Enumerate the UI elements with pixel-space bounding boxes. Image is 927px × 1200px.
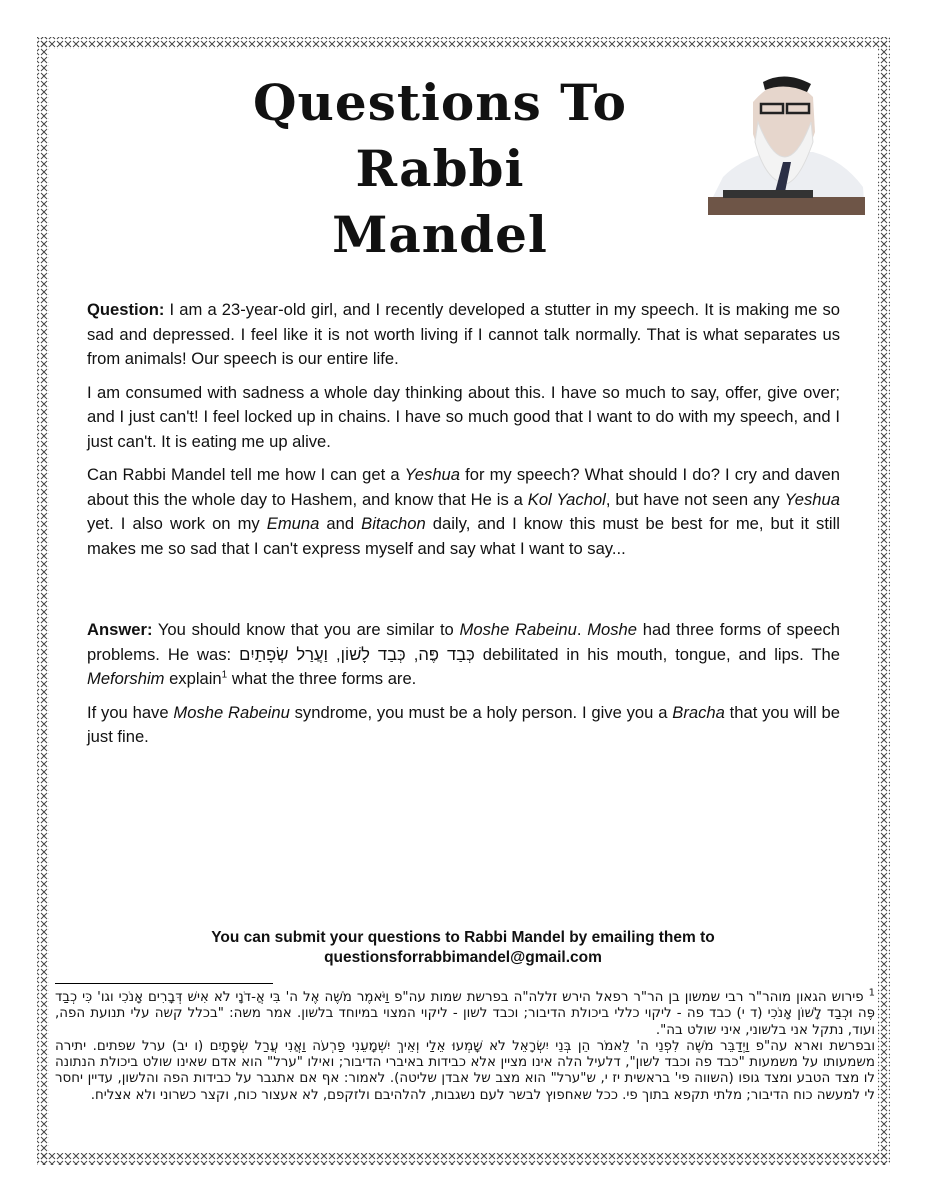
text: Bracha [672, 702, 725, 722]
page-title [200, 70, 680, 268]
text: If you have [87, 702, 174, 722]
text: Yeshua [404, 465, 461, 484]
text: Moshe Rabeinu [459, 620, 577, 639]
text: syndrome, you must be a holy person. I give you a [289, 702, 673, 722]
question-paragraph: I am consumed with sadness a whole day thinking about this. I have so much to say, offer, give over; and I just can't! I feel locked up in chains. I have so much good that I want to do with my speech, and I just can't. It is eating me up alive. [87, 382, 840, 451]
footnote-marker: 1 [868, 987, 875, 999]
answer-paragraph [87, 618, 840, 692]
title-line: Rabbi [355, 139, 525, 198]
submit-notice [120, 928, 806, 968]
text: yet. I also work on my [87, 514, 267, 533]
text: . [576, 620, 588, 639]
answer-paragraph [87, 701, 840, 750]
question-text: I am a 23-year-old girl, and I recently developed a stutter in my speech. It is making me so sad and depressed. I feel like it is not worth living if I cannot talk normally. That is what separates us from animals! Our speech is our entire life. [87, 300, 840, 368]
email-link[interactable]: questionsforrabbimandel@gmail.com [324, 949, 602, 966]
question-paragraph [87, 298, 840, 372]
text: Emuna [266, 514, 320, 533]
text: for my speech? What should I do? I cry and daven about this the whole day to Hashem, and know that He is a [87, 465, 840, 509]
rabbi-photo [703, 72, 868, 220]
text: Kol Yachol [527, 489, 606, 509]
hebrew-quote: כְּבַד פֶּה, כְּבַד לָשׁוֹן, וַעֲרַל שְׂפָתַיִם [239, 644, 475, 664]
text: You should know that you are similar to [152, 620, 460, 639]
question-label: Question: [87, 300, 165, 319]
text: Moshe Rabeinu [173, 702, 290, 722]
title-line: Questions To [252, 73, 628, 132]
article-body [87, 298, 840, 759]
footnote-divider [55, 983, 273, 984]
text: Moshe [587, 620, 638, 639]
footnote-paragraph [55, 987, 875, 1039]
title-line: Mandel [332, 205, 548, 264]
text: debilitated in his mouth, tongue, and lips. The [474, 644, 840, 664]
text: explain [164, 669, 222, 688]
text: , but have not seen any [605, 489, 785, 509]
submit-text: You can submit your questions to Rabbi Mandel by emailing them to [211, 929, 715, 946]
text: Can Rabbi Mandel tell me how I can get a [87, 465, 405, 484]
footnote-paragraph: ובפרשת וארא עה"פ וַיְדַבֵּר מֹשֶׁה לִפְנֵי ה' לֵאמֹר הֵן בְּנֵי יִשְׂרָאֵל לֹא שָׁמְעוּ אֵלַי וְאֵיךְ יִשְׁמָעֵנִי פַרְעֹה וַאֲנִי עֲרַל שְׂפָתָיִם (ו יב) ערל שפתים. יתירה משמעותו על משמעות "כבד פה וכבד לשון", דלעיל הלה אינו מציין אלא כבידות באיברי הדיבור; ואילו "ערל" הוא אדם שאינו שולט ביכולת הנתונה לו מצד הטבע ומצד גופו (השווה פי' בראשית יז י, ש"ערל" הוא מצב של אבדן שליטה). לאמור: אף אם אתגבר על כבידות הפה והלשון, עדיין יחסר לי למעשה כוח הדיבור; מלתי תקפא בתוך פי. ככל שאחפוץ לבשר לעם נשגבות, להלהיבם ולזקפם, לא אעצור כוח, וקצר כשרוני ולא אצליח. [55, 1038, 875, 1103]
question-paragraph [87, 463, 840, 561]
text: Bitachon [361, 514, 426, 533]
text: what the three forms are. [227, 669, 417, 688]
footnote-reference[interactable]: 1 [221, 669, 228, 681]
text: that you will be just fine. [87, 702, 841, 746]
text: and [319, 514, 362, 533]
text: Yeshua [784, 489, 840, 509]
footnote [55, 987, 875, 1104]
text: daily, and I know this must be best for me, but it still makes me so sad that I can't express myself and say what I want to say... [87, 514, 840, 558]
answer-label: Answer: [87, 620, 153, 639]
text: Meforshim [87, 669, 165, 688]
text: had three forms of speech problems. He was: [87, 620, 840, 664]
footnote-text: פירוש הגאון מוהר"ר רבי שמשון בן הר"ר רפאל הירש זללה"ה בפרשת שמות עה"פ וַיֹּאמֶר מֹשֶׁה אֶל ה' בִּי אֲ-דֹנָי לֹא אִישׁ דְּבָרִים אָנֹכִי וגו' כִּי כְבַד פֶּה וּכְבַד לָשׁוֹן אָנֹכִי (ד י) כבד פה - ליקוי כללי ביכולת הדיבור; וכבד לשון - ליקוי המצוי במיוחד בלשון. אמר משה: "בכלל קשה עלי תנועת הפה, ועוד, נתקל אני בלשוני, איני שולט בה". [55, 990, 875, 1038]
